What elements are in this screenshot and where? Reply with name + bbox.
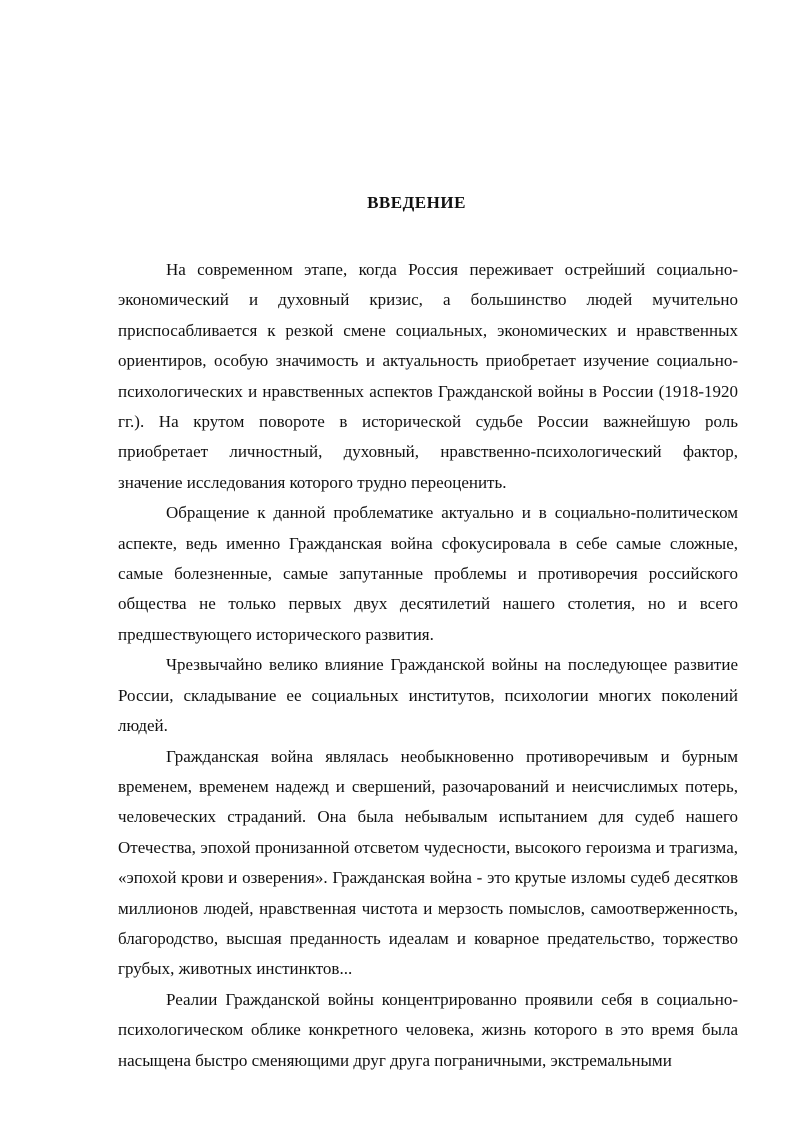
paragraph-5: Реалии Гражданской войны концентрированно проявили себя в социально-психологическом облике конкретного человека, жизнь которого в это время была насыщена быстро сменяющими друг друга пограничными, экстремальными [118,989,738,1070]
paragraph-3: Чрезвычайно велико влияние Гражданской войны на последующее развитие России, складывание ее социальных институтов, психологии многих поколений людей. [118,655,738,736]
paragraph-2: Обращение к данной проблематике актуально и в социально-политическом аспекте, ведь именно Гражданская война сфокусировала в себе самые сложные, самые болезненные, самые запутанные проблемы и противоречия российского общества не только первых двух десятилетий нашего столетия, но и всего предшествующего исторического развития. [118,503,738,644]
page-title: ВВЕДЕНИЕ [367,193,466,212]
body-text [118,255,738,1076]
paragraph-4: Гражданская война являлась необыкновенно противоречивым и бурным временем, временем надежд и свершений, разочарований и неисчислимых потерь, человеческих страданий. Она была небывалым испытанием для судеб нашего Отечества, эпохой пронизанной отсветом чудесности, высокого героизма и трагизма, «эпохой крови и озверения». Гражданская война - это крутые изломы судеб десятков миллионов людей, нравственная чистота и мерзость помыслов, самоотверженность, благородство, высшая преданность идеалам и коварное предательство, торжество грубых, животных инстинктов... [118,746,738,979]
paragraph-1: На современном этапе, когда Россия переживает острейший социально-экономический и духовный кризис, а большинство людей мучительно приспосабливается к резкой смене социальных, экономических и нравственных ориентиров, особую значимость и актуальность приобретает изучение социально-психологических и нравственных аспектов Гражданской войны в России (1918-1920 гг.). На крутом повороте в исторической судьбе России важнейшую роль приобретает личностный, духовный, нравственно-психологический фактор, значение исследования которого трудно переоценить. [118,260,738,492]
